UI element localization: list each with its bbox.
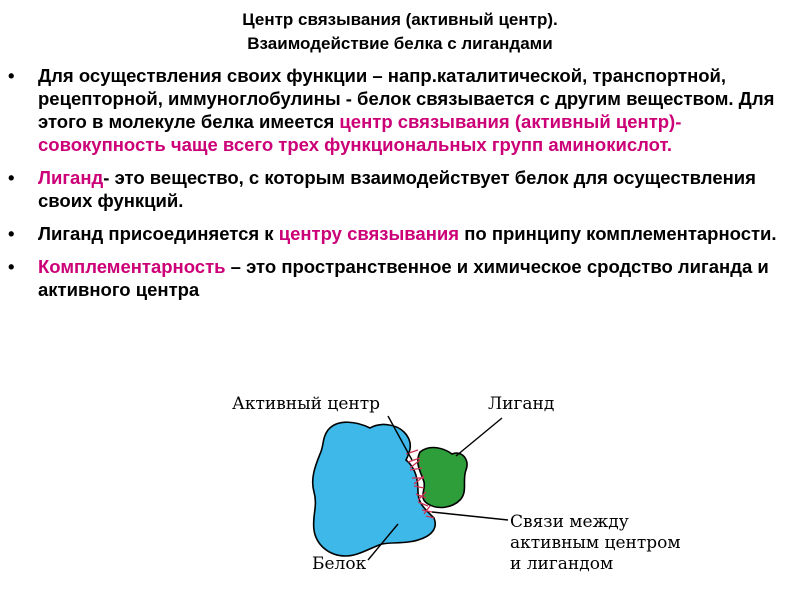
label-bonds [510, 512, 681, 575]
bullet-marker: • [8, 65, 15, 86]
pointer-bonds [432, 512, 508, 520]
bullet-item-binding [8, 222, 783, 245]
bullet-text: Для осуществления своих функции – напр.каталитической, транспортной, рецепторной, иммуноглобулины - белок связывается с другим веществом. Для этого в молекуле белка имеется [38, 65, 775, 132]
protein-shape [313, 422, 436, 556]
protein-ligand-figure [220, 388, 690, 593]
label-bonds-line-2: активным центром [510, 533, 681, 553]
bullet-text: – это пространственное и химическое сродство лиганда и активного центра [38, 256, 769, 300]
bullet-marker: • [8, 223, 15, 244]
slide-title-line-2: Взаимодействие белка с лигандами [247, 34, 553, 53]
label-bonds-line-3: и лигандом [510, 554, 614, 574]
label-ligand: Лиганд [488, 394, 555, 414]
bullet-item-function [8, 64, 783, 156]
ligand-shape [418, 448, 467, 508]
bullet-text: Лиганд присоединяется к [38, 223, 279, 244]
label-active-center: Активный центр [232, 394, 381, 414]
bullet-text: по принципу комплементарности. [459, 223, 777, 244]
bullet-item-ligand [8, 166, 783, 212]
label-protein: Белок [312, 554, 367, 574]
label-bonds-line-1: Связи между [510, 512, 629, 532]
bullet-list [8, 64, 783, 311]
bullet-highlight: Лиганд [38, 167, 104, 188]
bullet-highlight: Комплементарность [38, 256, 226, 277]
bullet-highlight: центру связывания [278, 223, 460, 244]
bullet-item-complementarity [8, 255, 783, 301]
slide-title [0, 8, 800, 56]
bullet-marker: • [8, 167, 15, 188]
bullet-text: - это вещество, с которым взаимодействует белок для осуществления своих функций. [38, 167, 756, 211]
slide-title-line-1: Центр связывания (активный центр). [242, 10, 558, 29]
bullet-marker: • [8, 256, 15, 277]
bullet-highlight: центр связывания (активный центр)- совокупность чаще всего трех функциональных групп аминокислот. [38, 111, 682, 155]
pointer-ligand [456, 418, 502, 456]
